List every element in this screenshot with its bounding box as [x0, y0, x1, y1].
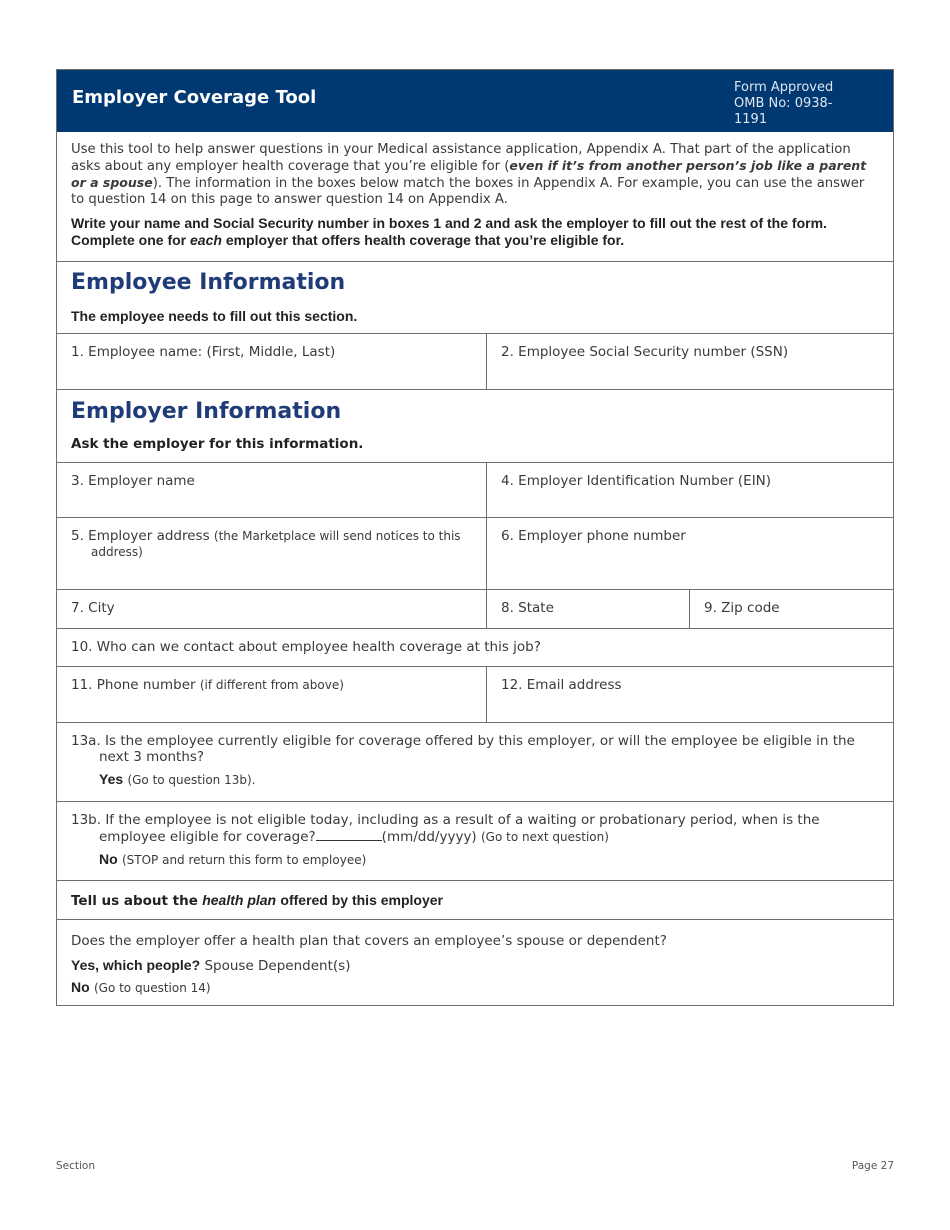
health-plan-question: [57, 920, 893, 1005]
employee-section-subheading: The employee needs to fill out this section.: [71, 308, 358, 324]
question-13a-yes-option[interactable]: Yes (Go to question 13b).: [99, 771, 256, 787]
employer-address-row: [57, 518, 893, 590]
form-header: [57, 70, 893, 132]
intro-paragraph: Use this tool to help answer questions in your Medical assistance application, Appendix A. That part of the application asks about any employer health coverage that you’re eligible for (even if it’s from another person’s job like a parent or a spouse). The information in the boxes below match the boxes in Appendix A. For example, you can use the answer to question 14 on this page to answer question 14 on Appendix A.: [71, 142, 867, 207]
contact-person-field[interactable]: 10. Who can we contact about employee health coverage at this job?: [71, 639, 541, 655]
health-plan-heading: Tell us about the health plan offered by this employer: [57, 881, 893, 920]
question-13a-text: 13a. Is the employee currently eligible for coverage offered by this employer, or will the employee be eligible in the next 3 months?: [71, 733, 855, 765]
state-field[interactable]: 8. State: [486, 590, 689, 628]
contact-email-field[interactable]: 12. Email address: [486, 667, 893, 722]
footer-section-label: Section: [56, 1160, 96, 1172]
employer-name-row: [57, 463, 893, 518]
employer-section-heading: Employer Information: [71, 399, 342, 424]
health-plan-yes-option[interactable]: Yes, which people? Spouse Dependent(s): [71, 957, 351, 974]
health-plan-question-text: Does the employer offer a health plan that covers an employee’s spouse or dependent?: [71, 933, 667, 949]
zip-code-field[interactable]: 9. Zip code: [689, 590, 893, 628]
employee-ssn-field[interactable]: 2. Employee Social Security number (SSN): [486, 334, 893, 389]
form-title: Employer Coverage Tool: [72, 87, 317, 108]
employee-name-field[interactable]: 1. Employee name: (First, Middle, Last): [71, 344, 336, 360]
phone-email-row: [57, 667, 893, 723]
employee-information-section: [57, 262, 893, 334]
eligibility-date-input[interactable]: [316, 828, 382, 841]
city-state-zip-row: [57, 590, 893, 629]
employee-fields-row: [57, 334, 893, 390]
employer-section-subheading: Ask the employer for this information.: [71, 436, 364, 452]
intro-instructions: Write your name and Social Security number in boxes 1 and 2 and ask the employer to fill out the rest of the form. Complete one for each employer that offers health coverage that you’re eligible for.: [71, 215, 827, 248]
employer-ein-field[interactable]: 4. Employer Identification Number (EIN): [486, 463, 893, 517]
contact-phone-field[interactable]: 11. Phone number (if different from above): [71, 677, 344, 693]
employer-address-field[interactable]: 5. Employer address (the Marketplace will send notices to this address): [71, 528, 461, 559]
employer-phone-field[interactable]: 6. Employer phone number: [486, 518, 893, 589]
question-13b-text: 13b. If the employee is not eligible today, including as a result of a waiting or probationary period, when is the employee eligible for coverage? (mm/dd/yyyy) (Go to next question): [71, 812, 820, 845]
employee-section-heading: Employee Information: [71, 270, 346, 295]
question-13b-no-option[interactable]: No (STOP and return this form to employee): [99, 851, 367, 867]
health-plan-no-option[interactable]: No (Go to question 14): [71, 979, 211, 995]
omb-approval: Form Approved OMB No: 0938-1191: [734, 80, 834, 127]
footer-page-number: Page 27: [851, 1160, 894, 1172]
employer-information-section: [57, 390, 893, 463]
intro-block: [57, 132, 893, 262]
employer-coverage-form: [56, 69, 894, 1006]
question-13a: [57, 723, 893, 802]
employer-name-field[interactable]: 3. Employer name: [71, 473, 195, 489]
city-field[interactable]: 7. City: [71, 600, 115, 616]
contact-row: [57, 629, 893, 667]
question-13b: [57, 802, 893, 881]
